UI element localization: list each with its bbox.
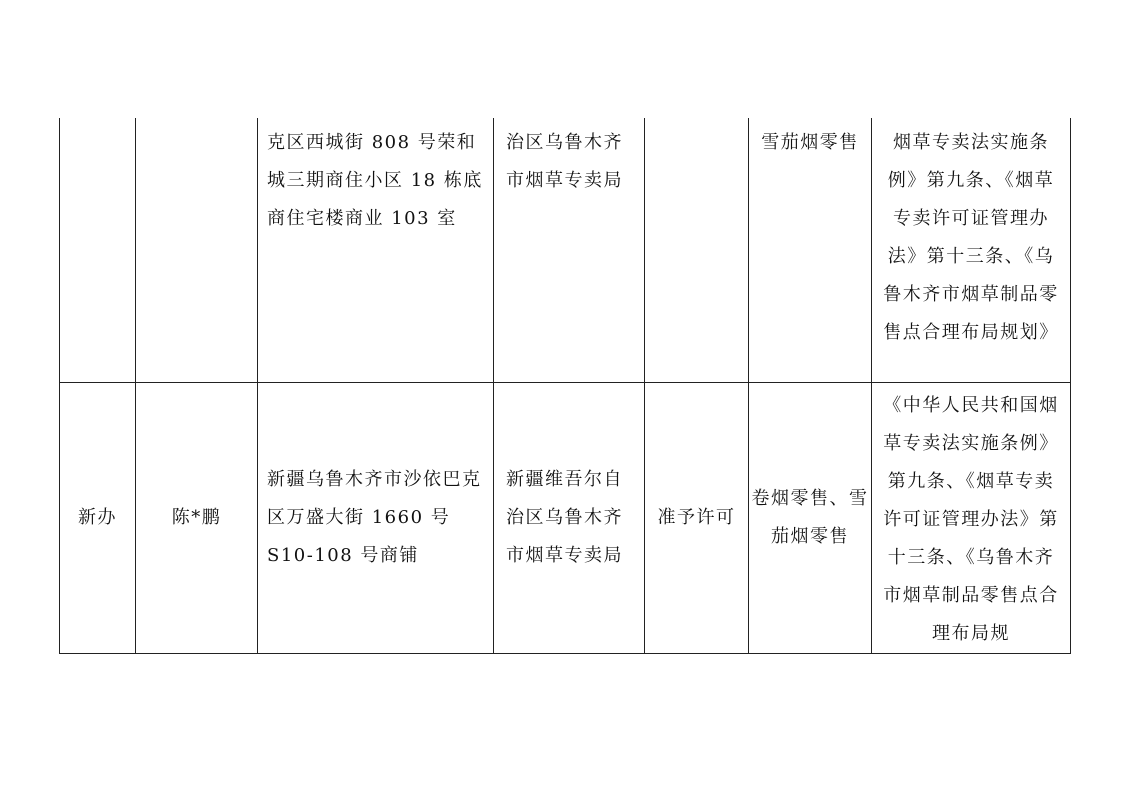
- table-row: [60, 382, 1071, 653]
- cell-name: [136, 118, 258, 382]
- cell-basis: [872, 382, 1071, 653]
- cell-address: [258, 118, 494, 382]
- cell-decision: 准予许可: [645, 382, 749, 653]
- address-text: 新疆乌鲁木齐市沙依巴克区万盛大街 1660 号 S10-108 号商铺: [267, 468, 482, 566]
- cell-address: [258, 382, 494, 653]
- table-row: [60, 118, 1071, 382]
- license-table: [59, 118, 1071, 654]
- scope-text: 雪茄烟零售: [761, 132, 859, 153]
- basis-text: 《中华人民共和国烟草专卖法实施条例》第九条、《烟草专卖许可证管理办法》第十三条、《乌鲁木齐市烟草制品零售点合理布局规: [883, 394, 1059, 644]
- address-text: 克区西城街 808 号荣和城三期商住小区 18 栋底商住宅楼商业 103 室: [267, 132, 483, 229]
- cell-basis: [872, 118, 1071, 382]
- scope-text: 卷烟零售、雪茄烟零售: [751, 487, 869, 547]
- cell-scope: [749, 118, 872, 382]
- cell-name: 陈*鹏: [136, 382, 258, 653]
- cell-type: [60, 118, 136, 382]
- authority-text: 治区乌鲁木齐市烟草专卖局: [506, 132, 623, 191]
- cell-scope: [749, 382, 872, 653]
- cell-authority: [494, 118, 645, 382]
- cell-decision: [645, 118, 749, 382]
- authority-text: 新疆维吾尔自治区乌鲁木齐市烟草专卖局: [506, 468, 623, 566]
- cell-type: 新办: [60, 382, 136, 653]
- cell-authority: [494, 382, 645, 653]
- basis-text: 烟草专卖法实施条例》第九条、《烟草专卖许可证管理办法》第十三条、《乌鲁木齐市烟草制品零售点合理布局规划》: [883, 132, 1059, 343]
